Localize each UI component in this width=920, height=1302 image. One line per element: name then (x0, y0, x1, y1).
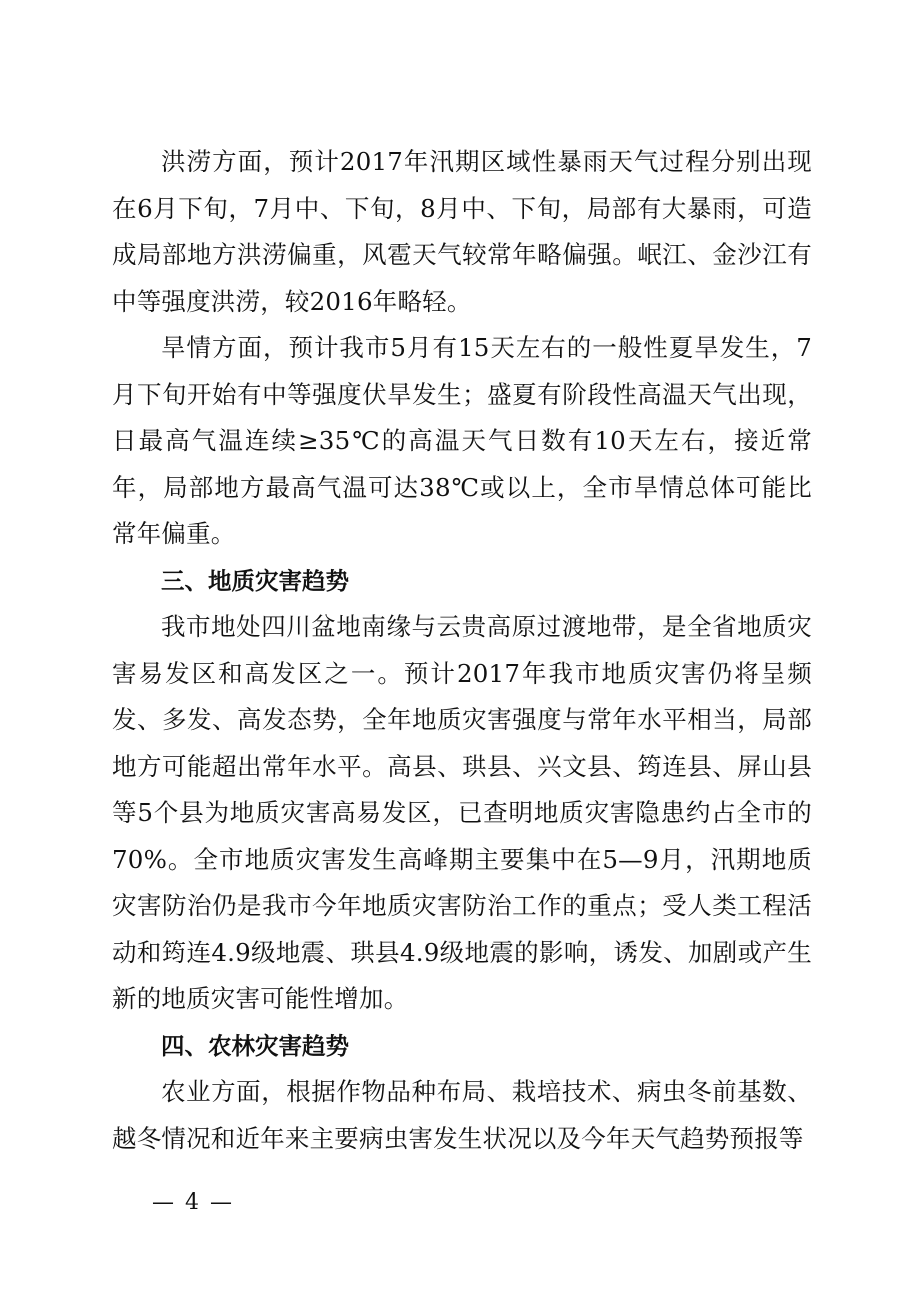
heading-agriculture-forestry-hazards: 四、农林灾害趋势 (161, 1031, 349, 1060)
document-body (112, 139, 812, 1162)
paragraph-flood: 洪涝方面，预计2017年汛期区域性暴雨天气过程分别出现在6月下旬，7月中、下旬，8月中、下旬，局部有大暴雨，可造成局部地方洪涝偏重，风雹天气较常年略偏强。岷江、金沙江有中等强度洪涝，较2016年略轻。 (112, 147, 812, 316)
page-number: — 4 — (152, 1190, 234, 1215)
paragraph-agriculture: 农业方面，根据作物品种布局、栽培技术、病虫冬前基数、越冬情况和近年来主要病虫害发生状况以及今年天气趋势预报等 (112, 1077, 812, 1153)
paragraph-drought: 旱情方面，预计我市5月有15天左右的一般性夏旱发生，7月下旬开始有中等强度伏旱发生；盛夏有阶段性高温天气出现，日最高气温连续≥35℃的高温天气日数有10天左右，接近常年，局部地方最高气温可达38℃或以上，全市旱情总体可能比常年偏重。 (112, 333, 812, 548)
heading-geological-hazards: 三、地质灾害趋势 (161, 566, 349, 595)
paragraph-geological-hazards: 我市地处四川盆地南缘与云贵高原过渡地带，是全省地质灾害易发区和高发区之一。预计2017年我市地质灾害仍将呈频发、多发、高发态势，全年地质灾害强度与常年水平相当，局部地方可能超出常年水平。高县、珙县、兴文县、筠连县、屏山县等5个县为地质灾害高易发区，已查明地质灾害隐患约占全市的70%。全市地质灾害发生高峰期主要集中在5—9月，汛期地质灾害防治仍是我市今年地质灾害防治工作的重点；受人类工程活动和筠连4.9级地震、珙县4.9级地震的影响，诱发、加剧或产生新的地质灾害可能性增加。 (112, 612, 812, 1013)
